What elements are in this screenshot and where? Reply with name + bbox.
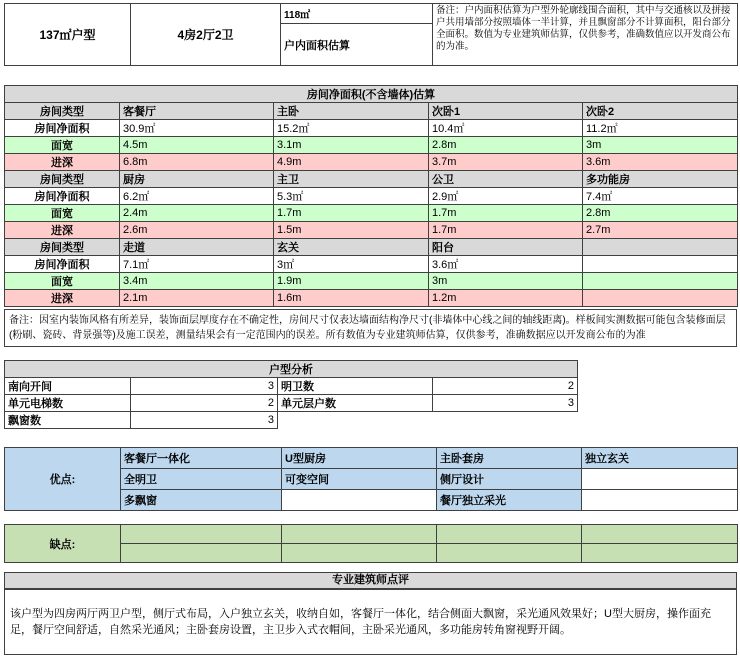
unit-header-table (4, 3, 738, 66)
room-cell: 1.9m (274, 273, 429, 290)
room-cell: 11.2㎡ (583, 120, 738, 137)
room-cell: 次卧2 (583, 103, 738, 120)
room-cell (583, 239, 738, 256)
analysis-value: 3 (433, 395, 578, 412)
analysis-title-row (5, 361, 578, 378)
room-cell: 3.4m (120, 273, 274, 290)
unit-layout: 4房2厅2卫 (131, 4, 281, 66)
room-cell: 15.2㎡ (274, 120, 429, 137)
room-table-row (5, 137, 738, 154)
review-text: 该户型为四房两厅两卫户型，侧厅式布局，入户独立玄关，收纳自如，客餐厅一体化，结合侧面大飘窗，采光通风效果好；U型大厨房，操作面充足，餐厅空间舒适，自然采光通风；主卧套房设置，主卫步入式衣帽间，主卧采光通风，多功能房转角窗视野开阔。 (10, 608, 711, 636)
cons-cell (582, 525, 738, 544)
pros-table (4, 447, 738, 511)
room-cell: 1.6m (274, 290, 429, 307)
room-table-row (5, 273, 738, 290)
room-table-row (5, 222, 738, 239)
room-cell: 3.6m (583, 154, 738, 171)
room-row-label: 面宽 (5, 137, 120, 154)
cons-cell (282, 525, 437, 544)
room-row-label: 房间净面积 (5, 120, 120, 137)
room-table-title: 房间净面积(不含墙体)估算 (5, 86, 738, 103)
room-table-title-row (5, 86, 738, 103)
room-cell (583, 256, 738, 273)
room-cell: 2.7m (583, 222, 738, 239)
room-cell: 6.8m (120, 154, 274, 171)
room-row-label: 进深 (5, 154, 120, 171)
pros-cell: 独立玄关 (582, 448, 738, 469)
room-cell: 3m (583, 137, 738, 154)
room-table-row (5, 188, 738, 205)
cons-cell (121, 525, 282, 544)
analysis-label: 明卫数 (278, 378, 433, 395)
room-cell: 2.6m (120, 222, 274, 239)
unit-analysis-table (4, 360, 578, 429)
cons-cell (121, 544, 282, 563)
room-table-row (5, 239, 738, 256)
indoor-area-label: 户内面积估算 (281, 24, 433, 66)
room-cell (583, 273, 738, 290)
cons-row (5, 525, 738, 544)
cons-table (4, 524, 738, 563)
room-cell: 7.1㎡ (120, 256, 274, 273)
pros-cell: 餐厅独立采光 (437, 490, 582, 511)
pros-cell: 全明卫 (121, 469, 282, 490)
analysis-label: 南向开间 (5, 378, 131, 395)
room-cell: 次卧1 (429, 103, 583, 120)
cons-cell (437, 525, 582, 544)
review-title: 专业建筑师点评 (4, 572, 737, 589)
header-row (5, 4, 738, 24)
analysis-row (5, 395, 578, 412)
room-cell: 3.1m (274, 137, 429, 154)
analysis-title: 户型分析 (5, 361, 578, 378)
cons-cell (437, 544, 582, 563)
room-cell: 7.4㎡ (583, 188, 738, 205)
room-row-label: 面宽 (5, 273, 120, 290)
room-cell: 玄关 (274, 239, 429, 256)
empty-cell (433, 412, 578, 429)
cons-cell (282, 544, 437, 563)
room-row-label: 面宽 (5, 205, 120, 222)
room-table-row (5, 120, 738, 137)
room-cell: 3.7m (429, 154, 583, 171)
room-cell: 2.8m (429, 137, 583, 154)
room-cell: 主卫 (274, 171, 429, 188)
analysis-value: 3 (131, 378, 278, 395)
unit-type: 137㎡户型 (5, 4, 131, 66)
review-text-box (4, 589, 737, 655)
pros-cell: 侧厅设计 (437, 469, 582, 490)
pros-cell (282, 490, 437, 511)
room-cell: 4.5m (120, 137, 274, 154)
room-cell: 30.9㎡ (120, 120, 274, 137)
room-cell: 3m (429, 273, 583, 290)
room-cell: 2.4m (120, 205, 274, 222)
room-cell: 4.9m (274, 154, 429, 171)
pros-label: 优点: (5, 448, 121, 511)
analysis-label: 飘窗数 (5, 412, 131, 429)
room-row-label: 进深 (5, 290, 120, 307)
room-cell: 多功能房 (583, 171, 738, 188)
room-row-label: 房间净面积 (5, 256, 120, 273)
spacer (4, 66, 737, 85)
analysis-label: 单元层户数 (278, 395, 433, 412)
pros-cell: 可变空间 (282, 469, 437, 490)
room-cell: 1.7m (429, 205, 583, 222)
indoor-area-value: 118㎡ (281, 4, 433, 24)
room-row-label: 房间类型 (5, 239, 120, 256)
analysis-value: 3 (131, 412, 278, 429)
room-cell: 主卧 (274, 103, 429, 120)
room-cell: 3.6㎡ (429, 256, 583, 273)
room-cell: 10.4㎡ (429, 120, 583, 137)
room-row-label: 房间类型 (5, 171, 120, 188)
room-cell: 1.5m (274, 222, 429, 239)
room-cell: 2.9㎡ (429, 188, 583, 205)
pros-cell (582, 469, 738, 490)
room-table-row (5, 154, 738, 171)
room-table-row (5, 171, 738, 188)
pros-cell: 客餐厅一体化 (121, 448, 282, 469)
room-table-row (5, 103, 738, 120)
room-net-area-table (4, 85, 738, 307)
cons-label: 缺点: (5, 525, 121, 563)
room-table-row (5, 256, 738, 273)
room-cell: 2.8m (583, 205, 738, 222)
analysis-row (5, 412, 578, 429)
pros-cell: U型厨房 (282, 448, 437, 469)
room-row-label: 房间净面积 (5, 188, 120, 205)
pros-row (5, 448, 738, 469)
pros-cell (582, 490, 738, 511)
indoor-area-note: 备注：户内面积估算为户型外轮廓线围合面积，其中与交通核以及拼接户共用墙部分按照墙体一半计算，并且飘窗部分不计算面积，阳台部分全面积。数值为专业建筑师估算，仅供参考，准确数值应以开发商公布的为准。 (433, 4, 738, 66)
room-row-label: 房间类型 (5, 103, 120, 120)
analysis-row (5, 378, 578, 395)
measurement-note: 备注：因室内装饰风格有所差异，装饰面层厚度存在不确定性，房间尺寸仅表达墙面结构净尺寸(非墙体中心线之间的轴线距离)。样板间实测数据可能包含装修面层(粉刷、瓷砖、背景强等)及施工误差，测量结果会有一定范围内的误差。所有数值为专业建筑师估算，仅供参考，准确数据应以开发商公布的为准 (4, 309, 737, 347)
analysis-label: 单元电梯数 (5, 395, 131, 412)
analysis-value: 2 (433, 378, 578, 395)
room-cell: 1.2m (429, 290, 583, 307)
room-table-row (5, 290, 738, 307)
pros-cell: 多飘窗 (121, 490, 282, 511)
room-row-label: 进深 (5, 222, 120, 239)
empty-cell (278, 412, 433, 429)
room-table-row (5, 205, 738, 222)
room-cell: 6.2㎡ (120, 188, 274, 205)
room-cell: 1.7m (274, 205, 429, 222)
room-cell: 5.3㎡ (274, 188, 429, 205)
pros-cell: 主卧套房 (437, 448, 582, 469)
room-cell: 客餐厅 (120, 103, 274, 120)
room-cell: 走道 (120, 239, 274, 256)
cons-cell (582, 544, 738, 563)
room-cell: 公卫 (429, 171, 583, 188)
room-cell: 3㎡ (274, 256, 429, 273)
analysis-value: 2 (131, 395, 278, 412)
room-cell: 阳台 (429, 239, 583, 256)
room-cell: 1.7m (429, 222, 583, 239)
room-cell: 2.1m (120, 290, 274, 307)
room-cell: 厨房 (120, 171, 274, 188)
room-cell (583, 290, 738, 307)
